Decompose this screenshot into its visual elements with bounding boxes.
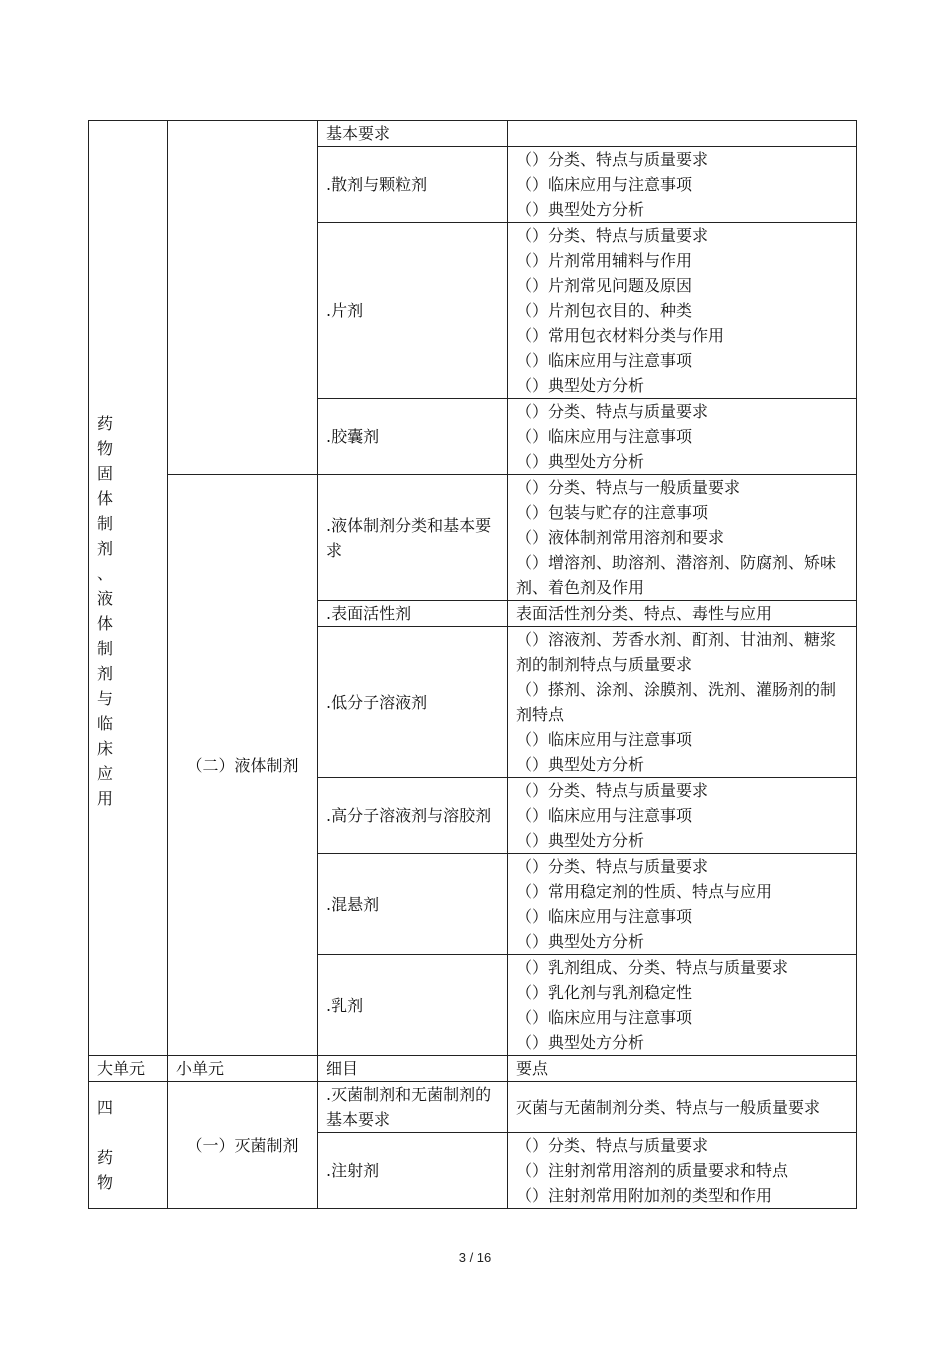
points-cell [508, 475, 857, 601]
point-text: （）常用包衣材料分类与作用 [516, 326, 725, 345]
point-text: （）搽剂、涂剂、涂膜剂、洗剂、灌肠剂的制剂特点 [516, 680, 837, 724]
big-unit-char: 固 [97, 464, 114, 483]
point-text: （）常用稳定剂的性质、特点与应用 [516, 882, 773, 901]
item-cell: .高分子溶液剂与溶胶剂 [318, 778, 508, 854]
point-text: 表面活性剂分类、特点、毒性与应用 [516, 604, 773, 623]
table-row [89, 121, 857, 147]
points-cell [508, 778, 857, 854]
small-unit-cell: （一）灭菌制剂 [168, 1082, 318, 1209]
header-points: 要点 [508, 1056, 857, 1082]
point-text: （）包装与贮存的注意事项 [516, 503, 709, 522]
big-unit-char [97, 1120, 159, 1145]
point-text: （）典型处方分析 [516, 376, 645, 395]
point-text: （）临床应用与注意事项 [516, 175, 693, 194]
point-text: （）典型处方分析 [516, 755, 645, 774]
small-unit-cell: （二）液体制剂 [168, 475, 318, 1056]
point-text: （）临床应用与注意事项 [516, 427, 693, 446]
big-unit-char: 物 [97, 1173, 114, 1192]
big-unit-cell [89, 121, 168, 1056]
points-cell [508, 223, 857, 399]
page-number: 3 / 16 [458, 1250, 492, 1265]
table-row [89, 475, 857, 601]
point-text: （）分类、特点与一般质量要求 [516, 478, 741, 497]
point-text: （）典型处方分析 [516, 452, 645, 471]
header-big-unit: 大单元 [89, 1056, 168, 1082]
header-item: 细目 [318, 1056, 508, 1082]
big-unit-char: 剂 [97, 539, 114, 558]
item-cell: .胶囊剂 [318, 399, 508, 475]
point-text: （）临床应用与注意事项 [516, 351, 693, 370]
points-cell [508, 399, 857, 475]
point-text: （）分类、特点与质量要求 [516, 781, 709, 800]
item-cell: .散剂与颗粒剂 [318, 147, 508, 223]
points-cell [508, 854, 857, 955]
point-text: （）临床应用与注意事项 [516, 1008, 693, 1027]
header-small-unit: 小单元 [168, 1056, 318, 1082]
point-text: （）分类、特点与质量要求 [516, 402, 709, 421]
point-text: （）临床应用与注意事项 [516, 907, 693, 926]
item-cell: .片剂 [318, 223, 508, 399]
point-text: （）片剂常用辅料与作用 [516, 251, 693, 270]
points-cell [508, 147, 857, 223]
big-unit-char: 四 [97, 1098, 114, 1117]
big-unit-char: 应 [97, 764, 114, 783]
point-text: （）注射剂常用溶剂的质量要求和特点 [516, 1161, 789, 1180]
item-cell: .乳剂 [318, 955, 508, 1056]
point-text: （）典型处方分析 [516, 1033, 645, 1052]
point-text: （）典型处方分析 [516, 831, 645, 850]
big-unit-char: 用 [97, 789, 114, 808]
item-cell: 基本要求 [318, 121, 508, 147]
big-unit-char: 与 [97, 689, 114, 708]
item-cell: .混悬剂 [318, 854, 508, 955]
points-cell [508, 121, 857, 147]
points-cell [508, 601, 857, 627]
point-text: （）乳化剂与乳剂稳定性 [516, 983, 693, 1002]
big-unit-char: 液 [97, 589, 114, 608]
point-text: （）典型处方分析 [516, 200, 645, 219]
point-text [516, 121, 848, 146]
point-text: （）分类、特点与质量要求 [516, 226, 709, 245]
point-text: （）分类、特点与质量要求 [516, 1136, 709, 1155]
big-unit-char: 床 [97, 739, 114, 758]
point-text: （）注射剂常用附加剂的类型和作用 [516, 1186, 773, 1205]
header-row [89, 1056, 857, 1082]
big-unit-char: 药 [97, 1148, 114, 1167]
big-unit-char: 剂 [97, 664, 114, 683]
point-text: （）溶液剂、芳香水剂、酊剂、甘油剂、糖浆剂的制剂特点与质量要求 [516, 630, 837, 674]
syllabus-body [89, 121, 857, 1209]
big-unit-char: 制 [97, 514, 114, 533]
point-text: （）增溶剂、助溶剂、潜溶剂、防腐剂、矫味剂、着色剂及作用 [516, 553, 837, 597]
big-unit-char: 临 [97, 714, 114, 733]
table-row [89, 1082, 857, 1133]
point-text: （）片剂包衣目的、种类 [516, 301, 693, 320]
points-cell [508, 955, 857, 1056]
point-text: （）临床应用与注意事项 [516, 806, 693, 825]
item-cell: .灭菌制剂和无菌制剂的基本要求 [318, 1082, 508, 1133]
small-unit-cell [168, 121, 318, 475]
item-cell: .注射剂 [318, 1133, 508, 1209]
big-unit-char: 药 [97, 414, 114, 433]
points-cell [508, 627, 857, 778]
point-text: 灭菌与无菌制剂分类、特点与一般质量要求 [516, 1097, 821, 1117]
point-text: （）液体制剂常用溶剂和要求 [516, 528, 725, 547]
big-unit-char: 制 [97, 639, 114, 658]
point-text: （）典型处方分析 [516, 932, 645, 951]
big-unit-char: 体 [97, 489, 114, 508]
points-cell [508, 1133, 857, 1209]
point-text: （）临床应用与注意事项 [516, 730, 693, 749]
point-text: （）分类、特点与质量要求 [516, 857, 709, 876]
point-text: （）片剂常见问题及原因 [516, 276, 693, 295]
big-unit-char: 、 [97, 564, 114, 583]
item-cell: .低分子溶液剂 [318, 627, 508, 778]
big-unit-char: 体 [97, 614, 114, 633]
item-cell: .液体制剂分类和基本要求 [318, 475, 508, 601]
big-unit-char: 物 [97, 439, 114, 458]
big-unit-cell [89, 1082, 168, 1209]
item-cell: .表面活性剂 [318, 601, 508, 627]
point-text: （）乳剂组成、分类、特点与质量要求 [516, 958, 789, 977]
points-cell [508, 1082, 857, 1133]
point-text: （）分类、特点与质量要求 [516, 150, 709, 169]
syllabus-table [88, 120, 857, 1209]
